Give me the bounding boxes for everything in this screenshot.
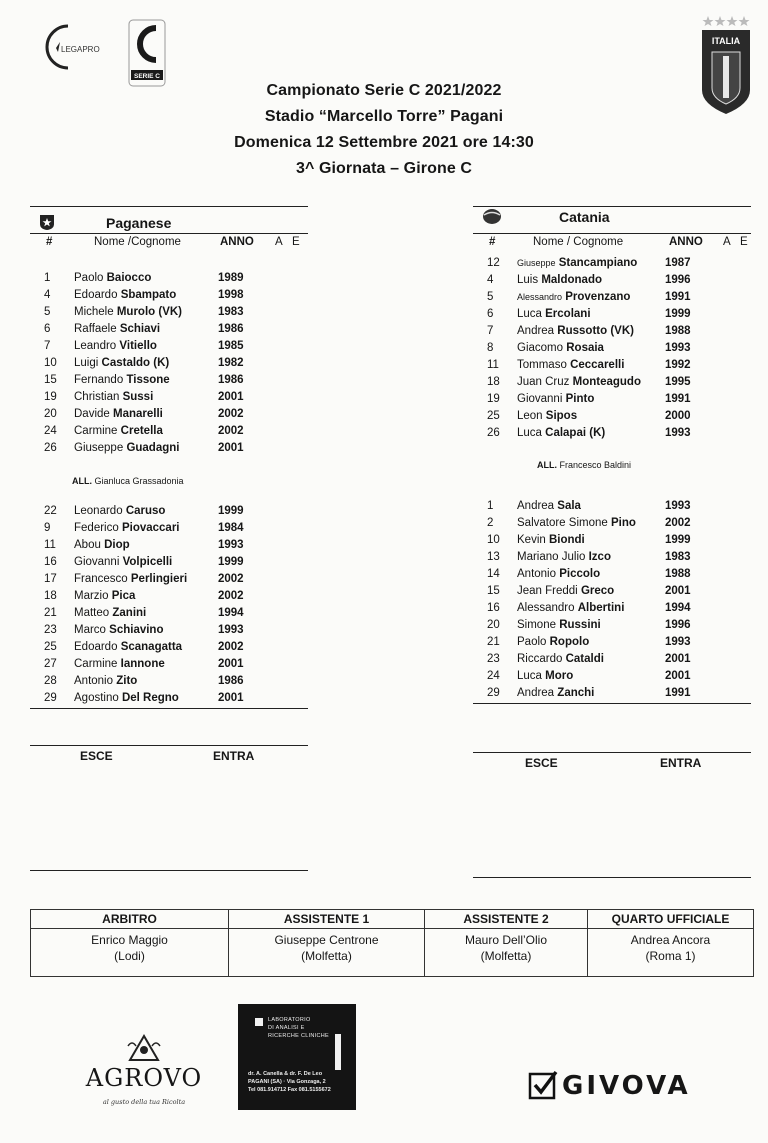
player-name: Marzio Pica bbox=[74, 590, 136, 602]
player-birth-year: 2001 bbox=[218, 391, 244, 403]
player-row bbox=[30, 270, 308, 287]
player-number: 18 bbox=[44, 590, 57, 602]
player-row bbox=[473, 583, 751, 600]
player-row bbox=[473, 272, 751, 289]
agrovo-name: AGROVO bbox=[85, 1064, 203, 1092]
player-birth-year: 1991 bbox=[665, 687, 691, 699]
player-birth-year: 1993 bbox=[665, 427, 691, 439]
player-name: Edoardo Scanagatta bbox=[74, 641, 183, 653]
player-birth-year: 2001 bbox=[218, 442, 244, 454]
matchday-group: 3^ Giornata – Girone C bbox=[295, 160, 473, 177]
player-row bbox=[473, 340, 751, 357]
player-name: Giovanni Pinto bbox=[517, 393, 595, 405]
player-number: 5 bbox=[44, 306, 51, 318]
match-officials-table bbox=[30, 909, 754, 977]
player-row bbox=[473, 651, 751, 668]
player-birth-year: 2002 bbox=[665, 517, 691, 529]
player-birth-year: 2002 bbox=[218, 573, 244, 585]
player-name: Federico Piovaccari bbox=[74, 522, 180, 534]
official-role: QUARTO UFFICIALE bbox=[588, 910, 754, 929]
player-name: Davide Manarelli bbox=[74, 408, 163, 420]
player-row bbox=[30, 372, 308, 389]
player-name: Francesco Perlingieri bbox=[74, 573, 188, 585]
lab-address: dr. A. Canella & dr. F. De Leo PAGANI (SA) · Via Gonzaga, 2 Tel 081.914712 Fax 081.5155672 bbox=[248, 1071, 331, 1093]
player-name: Antonio Piccolo bbox=[517, 568, 601, 580]
player-number: 7 bbox=[44, 340, 51, 352]
agrovo-tagline: al gusto della tua Ricolta bbox=[102, 1098, 186, 1106]
player-number: 26 bbox=[44, 442, 57, 454]
player-birth-year: 2001 bbox=[665, 670, 691, 682]
player-row bbox=[30, 605, 308, 622]
col-year: ANNO bbox=[220, 236, 254, 248]
home-team-panel bbox=[30, 206, 308, 704]
player-number: 29 bbox=[487, 687, 500, 699]
player-number: 7 bbox=[487, 325, 494, 337]
player-number: 2 bbox=[487, 517, 494, 529]
player-number: 17 bbox=[44, 573, 57, 585]
player-number: 15 bbox=[487, 585, 500, 597]
player-row bbox=[30, 406, 308, 423]
svg-text:SERIE C: SERIE C bbox=[133, 73, 161, 80]
col-a: A bbox=[723, 236, 731, 248]
player-name: Carmine Cretella bbox=[74, 425, 163, 437]
agrovo-sponsor-logo bbox=[82, 1030, 206, 1110]
player-row bbox=[473, 668, 751, 685]
player-birth-year: 2001 bbox=[218, 692, 244, 704]
player-birth-year: 1996 bbox=[665, 619, 691, 631]
player-name: Luca Moro bbox=[517, 670, 574, 682]
player-number: 16 bbox=[487, 602, 500, 614]
player-name: Raffaele Schiavi bbox=[74, 323, 161, 335]
player-birth-year: 1983 bbox=[218, 306, 244, 318]
givova-name: GIVOVA bbox=[562, 1071, 691, 1101]
player-birth-year: 1983 bbox=[665, 551, 691, 563]
player-row bbox=[473, 306, 751, 323]
official-referee: Enrico Maggio (Lodi) bbox=[31, 929, 229, 977]
player-birth-year: 1986 bbox=[218, 374, 244, 386]
player-number: 16 bbox=[44, 556, 57, 568]
match-date: Domenica 12 Settembre 2021 ore 14:30 bbox=[234, 134, 534, 151]
match-title-block bbox=[0, 78, 768, 182]
player-name: Leon Sipos bbox=[517, 410, 578, 422]
player-name: Christian Sussi bbox=[74, 391, 154, 403]
player-name: Giuseppe Guadagni bbox=[74, 442, 180, 454]
player-number: 22 bbox=[44, 505, 57, 517]
player-number: 23 bbox=[44, 624, 57, 636]
svg-text:LEGAPRO: LEGAPRO bbox=[61, 45, 100, 54]
coach-line: ALL. Gianluca Grassadonia bbox=[72, 476, 184, 486]
competition-title: Campionato Serie C 2021/2022 bbox=[266, 82, 502, 99]
player-row bbox=[30, 639, 308, 656]
player-birth-year: 1993 bbox=[665, 636, 691, 648]
player-number: 26 bbox=[487, 427, 500, 439]
away-team-panel bbox=[473, 206, 751, 699]
paganese-badge-icon bbox=[39, 214, 55, 231]
player-number: 21 bbox=[44, 607, 57, 619]
player-row bbox=[30, 690, 308, 707]
player-number: 21 bbox=[487, 636, 500, 648]
col-e: E bbox=[740, 236, 748, 248]
player-name: Leonardo Caruso bbox=[74, 505, 166, 517]
player-number: 10 bbox=[487, 534, 500, 546]
player-birth-year: 1984 bbox=[218, 522, 244, 534]
player-name: Paolo Baiocco bbox=[74, 272, 152, 284]
player-number: 28 bbox=[44, 675, 57, 687]
player-birth-year: 2001 bbox=[665, 585, 691, 597]
player-row bbox=[473, 323, 751, 340]
player-name: Luis Maldonado bbox=[517, 274, 603, 286]
player-row bbox=[473, 289, 751, 306]
player-number: 14 bbox=[487, 568, 500, 580]
player-name: Simone Russini bbox=[517, 619, 601, 631]
player-row bbox=[473, 357, 751, 374]
away-column-header bbox=[473, 234, 751, 252]
player-name: Fernando Tissone bbox=[74, 374, 170, 386]
player-name: Michele Murolo (VK) bbox=[74, 306, 182, 318]
player-number: 23 bbox=[487, 653, 500, 665]
player-row bbox=[473, 255, 751, 272]
official-role: ASSISTENTE 1 bbox=[229, 910, 425, 929]
player-name: Andrea Sala bbox=[517, 500, 581, 512]
player-name: Carmine Iannone bbox=[74, 658, 165, 670]
player-name: Matteo Zanini bbox=[74, 607, 147, 619]
player-name: Abou Diop bbox=[74, 539, 130, 551]
player-number: 20 bbox=[44, 408, 57, 420]
player-number: 24 bbox=[487, 670, 500, 682]
player-number: 8 bbox=[487, 342, 494, 354]
player-row bbox=[473, 374, 751, 391]
player-row bbox=[30, 423, 308, 440]
player-name: Salvatore Simone Pino bbox=[517, 517, 636, 529]
player-birth-year: 2001 bbox=[218, 658, 244, 670]
player-name: Kevin Biondi bbox=[517, 534, 585, 546]
player-name: Marco Schiavino bbox=[74, 624, 164, 636]
player-number: 27 bbox=[44, 658, 57, 670]
player-row bbox=[30, 622, 308, 639]
player-name: Alessandro Provenzano bbox=[517, 291, 631, 303]
home-team-name: Paganese bbox=[106, 215, 172, 231]
official-assistant-2: Mauro Dell’Olio (Molfetta) bbox=[425, 929, 588, 977]
player-birth-year: 1995 bbox=[665, 376, 691, 388]
player-number: 1 bbox=[487, 500, 494, 512]
player-birth-year: 1998 bbox=[218, 289, 244, 301]
player-row bbox=[30, 304, 308, 321]
player-number: 13 bbox=[487, 551, 500, 563]
player-number: 15 bbox=[44, 374, 57, 386]
player-birth-year: 1992 bbox=[665, 359, 691, 371]
player-birth-year: 1988 bbox=[665, 568, 691, 580]
player-name: Agostino Del Regno bbox=[74, 692, 179, 704]
player-name: Alessandro Albertini bbox=[517, 602, 625, 614]
player-name: Luca Ercolani bbox=[517, 308, 591, 320]
player-name: Andrea Zanchi bbox=[517, 687, 595, 699]
player-row bbox=[473, 685, 751, 702]
player-name: Luigi Castaldo (K) bbox=[74, 357, 170, 369]
away-substitutions bbox=[473, 752, 751, 878]
player-name: Paolo Ropolo bbox=[517, 636, 590, 648]
player-name: Juan Cruz Monteagudo bbox=[517, 376, 641, 388]
col-name: Nome /Cognome bbox=[94, 236, 181, 248]
player-number: 6 bbox=[487, 308, 494, 320]
player-birth-year: 2002 bbox=[218, 408, 244, 420]
player-row bbox=[473, 425, 751, 442]
player-row bbox=[30, 389, 308, 406]
givova-sponsor-logo bbox=[528, 1067, 708, 1103]
player-row bbox=[473, 566, 751, 583]
player-number: 11 bbox=[44, 539, 56, 551]
player-name: Edoardo Sbampato bbox=[74, 289, 177, 301]
player-row bbox=[30, 537, 308, 554]
player-number: 4 bbox=[44, 289, 51, 301]
player-row bbox=[30, 656, 308, 673]
player-birth-year: 2001 bbox=[665, 653, 691, 665]
player-row bbox=[30, 520, 308, 537]
lega-pro-logo bbox=[38, 22, 100, 74]
player-number: 19 bbox=[487, 393, 500, 405]
player-number: 9 bbox=[44, 522, 51, 534]
player-number: 6 bbox=[44, 323, 51, 335]
catania-badge-icon bbox=[482, 208, 498, 225]
player-birth-year: 1982 bbox=[218, 357, 244, 369]
col-number: # bbox=[489, 236, 496, 248]
player-row bbox=[30, 588, 308, 605]
player-name: Tommaso Ceccarelli bbox=[517, 359, 625, 371]
player-number: 29 bbox=[44, 692, 57, 704]
player-birth-year: 1993 bbox=[218, 624, 244, 636]
player-birth-year: 2000 bbox=[665, 410, 691, 422]
player-name: Giacomo Rosaia bbox=[517, 342, 604, 354]
player-birth-year: 2002 bbox=[218, 590, 244, 602]
laboratory-sponsor-logo bbox=[238, 1004, 356, 1110]
home-column-header bbox=[30, 234, 308, 252]
player-birth-year: 1991 bbox=[665, 291, 691, 303]
player-birth-year: 1999 bbox=[665, 534, 691, 546]
player-number: 10 bbox=[44, 357, 57, 369]
player-row bbox=[473, 634, 751, 651]
player-birth-year: 1985 bbox=[218, 340, 244, 352]
player-row bbox=[473, 515, 751, 532]
player-birth-year: 1999 bbox=[218, 556, 244, 568]
player-row bbox=[473, 391, 751, 408]
player-birth-year: 1999 bbox=[665, 308, 691, 320]
player-row bbox=[30, 503, 308, 520]
away-team-name: Catania bbox=[559, 209, 610, 225]
player-birth-year: 1993 bbox=[665, 342, 691, 354]
player-number: 25 bbox=[487, 410, 500, 422]
lab-title: LABORATORIO DI ANALISI E RICERCHE CLINICHE bbox=[268, 1017, 330, 1039]
player-name: Giovanni Volpicelli bbox=[74, 556, 173, 568]
player-birth-year: 1994 bbox=[218, 607, 244, 619]
col-a: A bbox=[275, 236, 283, 248]
coach-line: ALL. Francesco Baldini bbox=[537, 460, 632, 470]
stadium-title: Stadio “Marcello Torre” Pagani bbox=[264, 108, 504, 125]
player-birth-year: 1996 bbox=[665, 274, 691, 286]
player-number: 5 bbox=[487, 291, 494, 303]
player-birth-year: 1994 bbox=[665, 602, 691, 614]
player-birth-year: 1986 bbox=[218, 675, 244, 687]
player-number: 24 bbox=[44, 425, 57, 437]
player-number: 19 bbox=[44, 391, 57, 403]
player-name: Riccardo Cataldi bbox=[517, 653, 604, 665]
player-row bbox=[30, 321, 308, 338]
player-birth-year: 2002 bbox=[218, 641, 244, 653]
player-name: Giuseppe Stancampiano bbox=[517, 257, 638, 269]
player-row bbox=[30, 571, 308, 588]
out-label: ESCE bbox=[525, 756, 558, 770]
player-birth-year: 1989 bbox=[218, 272, 244, 284]
check-icon bbox=[528, 1070, 558, 1100]
col-year: ANNO bbox=[669, 236, 703, 248]
player-row bbox=[473, 532, 751, 549]
player-name: Andrea Russotto (VK) bbox=[517, 325, 634, 337]
col-name: Nome / Cognome bbox=[533, 236, 624, 248]
player-number: 4 bbox=[487, 274, 494, 286]
official-assistant-1: Giuseppe Centrone (Molfetta) bbox=[229, 929, 425, 977]
in-label: ENTRA bbox=[213, 749, 255, 763]
svg-text:ITALIA: ITALIA bbox=[711, 36, 741, 46]
player-row bbox=[30, 355, 308, 372]
player-number: 18 bbox=[487, 376, 500, 388]
player-row bbox=[473, 498, 751, 515]
player-row bbox=[30, 338, 308, 355]
player-birth-year: 1999 bbox=[218, 505, 244, 517]
player-name: Mariano Julio Izco bbox=[517, 551, 611, 563]
player-row bbox=[473, 549, 751, 566]
player-number: 25 bbox=[44, 641, 57, 653]
col-e: E bbox=[292, 236, 300, 248]
player-name: Leandro Vitiello bbox=[74, 340, 157, 352]
col-number: # bbox=[46, 236, 53, 248]
player-row bbox=[473, 617, 751, 634]
player-birth-year: 1987 bbox=[665, 257, 691, 269]
player-name: Jean Freddi Greco bbox=[517, 585, 615, 597]
player-row bbox=[30, 554, 308, 571]
official-role: ARBITRO bbox=[31, 910, 229, 929]
home-substitutions bbox=[30, 745, 308, 871]
in-label: ENTRA bbox=[660, 756, 702, 770]
player-birth-year: 1993 bbox=[218, 539, 244, 551]
player-birth-year: 1993 bbox=[665, 500, 691, 512]
player-name: Antonio Zito bbox=[74, 675, 138, 687]
player-row bbox=[30, 440, 308, 457]
player-row bbox=[473, 600, 751, 617]
official-fourth: Andrea Ancora (Roma 1) bbox=[588, 929, 754, 977]
player-number: 1 bbox=[44, 272, 51, 284]
player-birth-year: 2002 bbox=[218, 425, 244, 437]
player-number: 20 bbox=[487, 619, 500, 631]
player-row bbox=[30, 287, 308, 304]
player-birth-year: 1991 bbox=[665, 393, 691, 405]
player-number: 12 bbox=[487, 257, 500, 269]
official-role: ASSISTENTE 2 bbox=[425, 910, 588, 929]
out-label: ESCE bbox=[80, 749, 113, 763]
player-number: 11 bbox=[487, 359, 499, 371]
player-name: Luca Calapai (K) bbox=[517, 427, 606, 439]
player-row bbox=[30, 673, 308, 690]
player-row bbox=[473, 408, 751, 425]
player-birth-year: 1986 bbox=[218, 323, 244, 335]
player-birth-year: 1988 bbox=[665, 325, 691, 337]
